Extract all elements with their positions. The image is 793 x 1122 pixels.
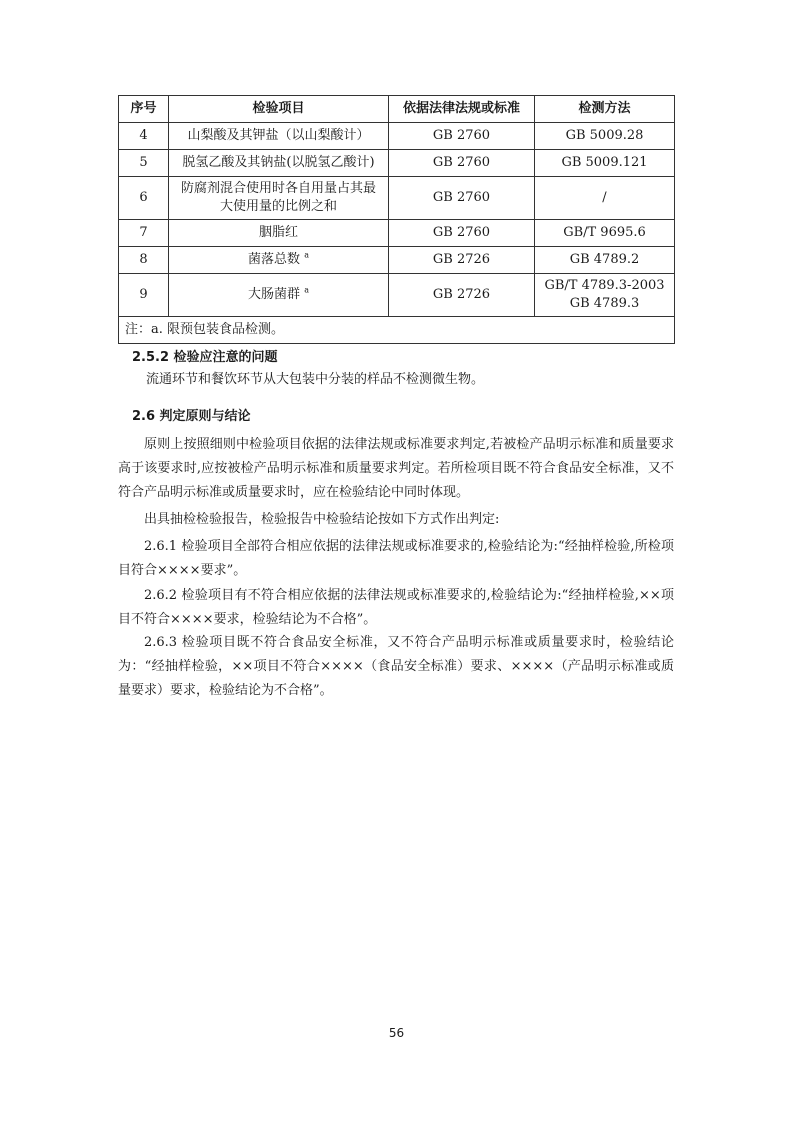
cell-basis: GB 2760 [389, 150, 535, 177]
cell-item [169, 274, 389, 317]
section-2-5-2-text: 流通环节和餐饮环节从大包装中分装的样品不检测微生物。 [146, 372, 485, 387]
cell-basis: GB 2726 [389, 247, 535, 274]
section-heading-2-6: 2.6 判定原则与结论 [132, 409, 251, 424]
cell-item [169, 177, 389, 220]
paragraph-2-6-3: 2.6.3 检验项目既不符合食品安全标准，又不符合产品明示标准或质量要求时，检验结论为：“经抽样检验，××项目不符合××××（食品安全标准）要求、××××（产品明示标准或质量要求）要求，检验结论为不合格”。 [118, 635, 674, 698]
table-row [119, 274, 675, 317]
cell-no: 8 [119, 247, 169, 274]
cell-item-line: 防腐剂混合使用时各自用量占其最 [180, 181, 376, 196]
section-heading-2-5-2: 2.5.2 检验应注意的问题 [132, 350, 278, 365]
cell-method: GB 5009.28 [535, 123, 675, 150]
paragraph-2-6-2: 2.6.2 检验项目有不符合相应依据的法律法规或标准要求的,检验结论为:“经抽样检验,××项目不符合××××要求，检验结论为不合格”。 [118, 588, 674, 627]
cell-method [535, 274, 675, 317]
table-row [119, 150, 675, 177]
cell-no: 9 [119, 274, 169, 317]
cell-item-text: 菌落总数 [248, 252, 301, 267]
header-basis: 依据法律法规或标准 [389, 96, 535, 123]
cell-item: 胭脂红 [169, 220, 389, 247]
table-row [119, 123, 675, 150]
cell-basis: GB 2726 [389, 274, 535, 317]
table-note: 注：a. 限预包装食品检测。 [119, 317, 675, 344]
header-no: 序号 [119, 96, 169, 123]
cell-item-text: 大肠菌群 [248, 287, 301, 302]
cell-no: 5 [119, 150, 169, 177]
cell-item [169, 247, 389, 274]
inspection-items-table [118, 95, 675, 344]
table-row [119, 177, 675, 220]
table-header-row [119, 96, 675, 123]
cell-no: 6 [119, 177, 169, 220]
footnote-marker: a [304, 285, 309, 295]
cell-basis: GB 2760 [389, 177, 535, 220]
cell-basis: GB 2760 [389, 123, 535, 150]
cell-item: 山梨酸及其钾盐（以山梨酸计） [169, 123, 389, 150]
paragraph-principle: 原则上按照细则中检验项目依据的法律法规或标准要求判定,若被检产品明示标准和质量要求高于该要求时,应按被检产品明示标准和质量要求判定。若所检项目既不符合食品安全标准，又不符合产品明示标准或质量要求时，应在检验结论中同时体现。 [118, 437, 674, 500]
header-item: 检验项目 [169, 96, 389, 123]
paragraph-2-6-1: 2.6.1 检验项目全部符合相应依据的法律法规或标准要求的,检验结论为:“经抽样检验,所检项目符合××××要求”。 [118, 539, 674, 578]
paragraph-report: 出具抽检检验报告，检验报告中检验结论按如下方式作出判定: [144, 512, 500, 527]
cell-method: GB 4789.2 [535, 247, 675, 274]
table-row [119, 220, 675, 247]
cell-basis: GB 2760 [389, 220, 535, 247]
cell-item: 脱氢乙酸及其钠盐(以脱氢乙酸计) [169, 150, 389, 177]
page-number: 56 [388, 1026, 405, 1040]
cell-method-line: GB/T 4789.3-2003 [544, 278, 665, 293]
cell-no: 7 [119, 220, 169, 247]
cell-method: GB/T 9695.6 [535, 220, 675, 247]
footnote-marker: a [304, 250, 309, 260]
header-method: 检测方法 [535, 96, 675, 123]
table-note-row [119, 317, 675, 344]
cell-method: / [535, 177, 675, 220]
cell-method: GB 5009.121 [535, 150, 675, 177]
table-row [119, 247, 675, 274]
cell-method-line: GB 4789.3 [569, 296, 640, 311]
cell-no: 4 [119, 123, 169, 150]
cell-item-line: 大使用量的比例之和 [219, 199, 337, 214]
